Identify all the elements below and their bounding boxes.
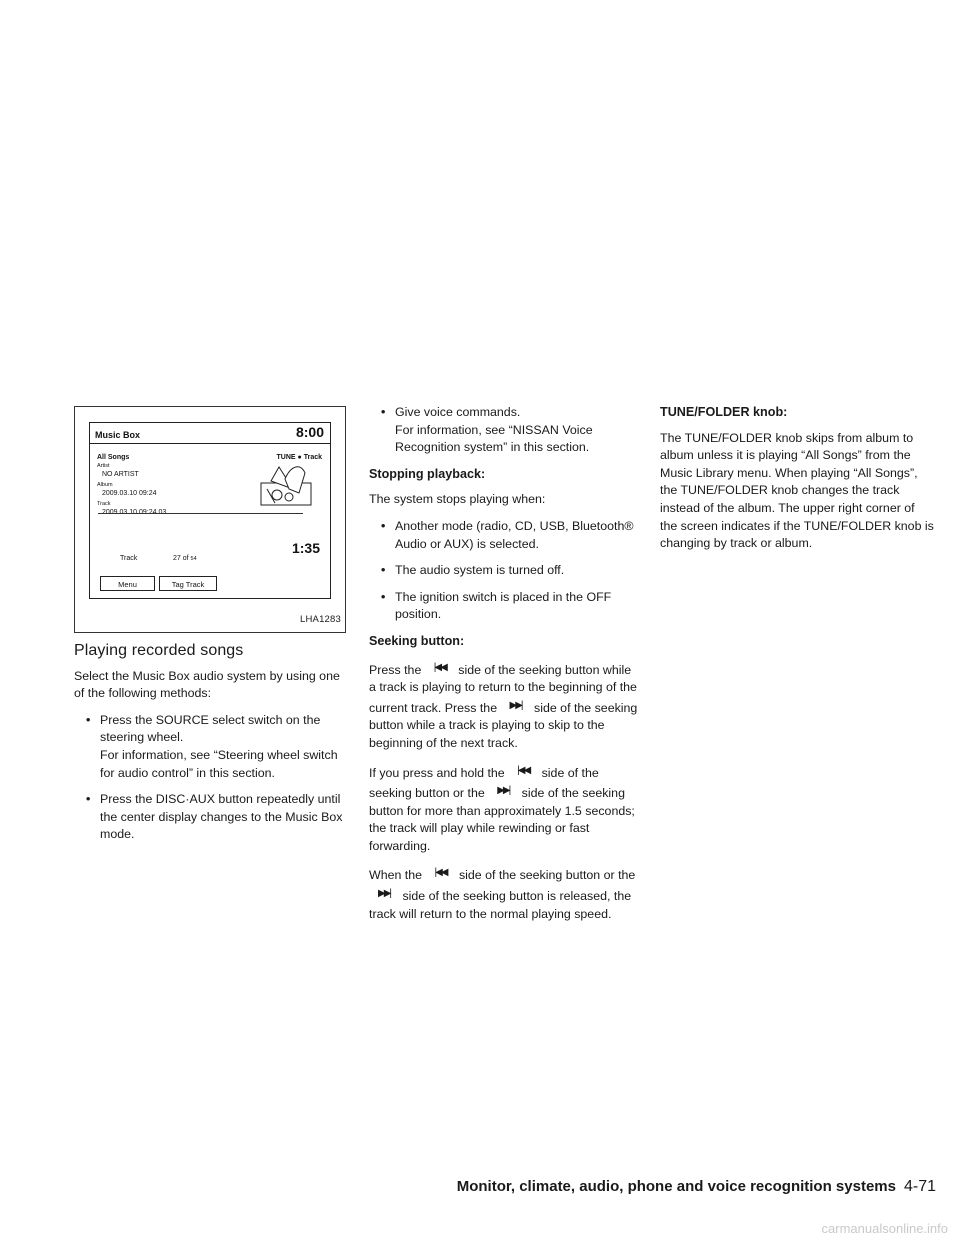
column-1 <box>74 406 348 853</box>
elapsed-time: 1:35 <box>291 540 320 556</box>
track-counter-label: Track <box>120 555 138 562</box>
music-box-screen-figure <box>74 406 346 633</box>
music-library-icon <box>255 459 317 509</box>
screen-clock: 8:00 <box>295 424 324 440</box>
bullet-disc-aux <box>74 791 348 844</box>
text-run: When the <box>369 868 423 883</box>
track-value: 2009.03.10 09:24 03 <box>102 509 167 516</box>
album-label: Album <box>97 482 113 488</box>
bullet-dot: • <box>86 712 91 727</box>
bullet-text: Give voice commands. <box>395 405 521 419</box>
bullet-dot: • <box>86 792 91 807</box>
artist-value: NO ARTIST <box>102 471 139 478</box>
bullet-dot: • <box>381 405 386 419</box>
screen-mode: All Songs <box>97 454 130 461</box>
text-run: side of the seeking button or the <box>458 868 636 883</box>
bullet-audio-off <box>369 562 641 580</box>
bullet-text: Press the SOURCE select switch on the steering wheel. <box>100 712 321 745</box>
text-run: Press the <box>369 662 422 677</box>
bullet-another-mode <box>369 518 641 553</box>
bullet-dot: • <box>381 563 386 578</box>
tag-track-button[interactable]: Tag Track <box>159 576 217 591</box>
page-footer <box>457 1178 936 1196</box>
page-number: 4-71 <box>903 1178 936 1195</box>
tune-label: TUNE <box>276 454 296 461</box>
column-2 <box>369 404 641 932</box>
column-3 <box>660 404 935 562</box>
screen-header <box>90 423 330 444</box>
skip-forward-icon: ▶▶| <box>497 785 510 797</box>
intro-paragraph: Select the Music Box audio system by using one of the following methods: <box>74 668 340 701</box>
bullet-text: The audio system is turned off. <box>395 563 565 578</box>
bullet-voice-commands <box>369 404 641 457</box>
tune-knob-icon: ● <box>297 454 302 461</box>
section-heading-playing: Playing recorded songs <box>74 642 244 659</box>
skip-back-icon: |◀◀ <box>517 764 530 776</box>
text-run: side of the seeking button or the <box>369 765 599 801</box>
tune-target: Track <box>303 454 322 461</box>
track-counter <box>173 550 197 569</box>
bullet-text-ref: For information, see “NISSAN Voice Recognition system” in this section. <box>395 422 593 455</box>
bullet-text: Press the DISC·AUX button repeatedly until the center display changes to the Music Box mode. <box>100 792 343 842</box>
skip-forward-icon: ▶▶| <box>378 888 390 900</box>
artist-label: Artist <box>97 463 110 469</box>
text-run: side of the seeking button for more than approximately 1.5 seconds; the track will play while rewinding or fast forwarding. <box>369 786 635 853</box>
track-label: Track <box>97 501 111 507</box>
bullet-dot: • <box>381 518 386 533</box>
tune-folder-paragraph: The TUNE/FOLDER knob skips from album to album unless it is playing “All Songs” from the Music Library menu. When playing “All Songs”, the TUNE/FOLDER knob changes the track instead of the album. The upper right corner of the screen indicates if the TUNE/FOLDER knob is changing by track or album. <box>660 430 934 551</box>
screen-title: Music Box <box>95 430 141 440</box>
skip-back-icon: |◀◀ <box>434 867 447 879</box>
subheading-stopping: Stopping playback: <box>369 466 486 481</box>
text-run: side of the seeking button is released, the track will return to the normal playing speed. <box>369 889 632 921</box>
text-run: side of the seeking button while a track is playing to skip to the beginning of the next track. <box>369 700 638 750</box>
seek-paragraph-3 <box>369 864 641 923</box>
menu-button[interactable]: Menu <box>100 576 155 591</box>
bullet-text: Another mode (radio, CD, USB, Bluetooth® Audio or AUX) is selected. <box>395 518 634 551</box>
subheading-seeking: Seeking button: <box>369 633 465 648</box>
bullet-text-ref: For information, see “Steering wheel switch for audio control” in this section. <box>100 747 338 780</box>
track-counter-value: 27 of <box>173 555 189 562</box>
music-box-screen <box>89 422 331 599</box>
watermark: carmanualsonline.info <box>821 1221 948 1236</box>
track-total: 54 <box>190 556 197 562</box>
screen-divider <box>98 513 303 514</box>
footer-section-title: Monitor, climate, audio, phone and voice recognition systems <box>456 1178 896 1195</box>
bullet-source-switch <box>74 712 348 782</box>
seek-paragraph-2 <box>369 762 641 856</box>
bullet-text: The ignition switch is placed in the OFF position. <box>395 589 612 622</box>
bullet-dot: • <box>381 589 386 604</box>
skip-back-icon: |◀◀ <box>433 661 446 673</box>
skip-forward-icon: ▶▶| <box>509 699 522 711</box>
seek-paragraph-1 <box>369 659 641 753</box>
text-run: If you press and hold the <box>369 765 505 780</box>
figure-label: LHA1283 <box>299 614 341 626</box>
subheading-tune-folder: TUNE/FOLDER knob: <box>660 405 788 419</box>
bullet-ignition-off <box>369 589 641 624</box>
stop-intro: The system stops playing when: <box>369 492 546 507</box>
text-run: side of the seeking button while a track is playing to return to the beginning of the current track. Press the <box>369 662 637 715</box>
album-value: 2009.03.10 09:24 <box>102 490 157 497</box>
